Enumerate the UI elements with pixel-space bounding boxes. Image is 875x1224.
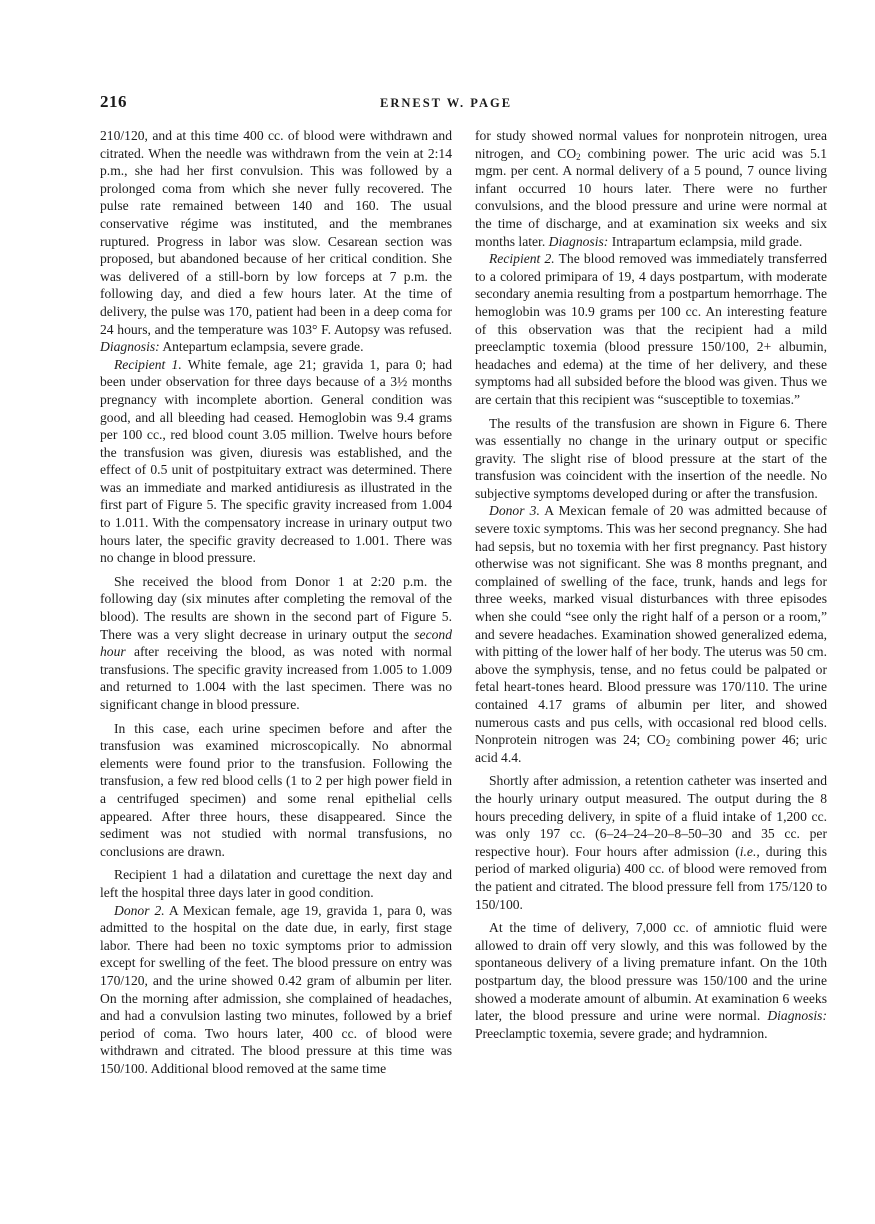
italic-text: Diagnosis: [767, 1008, 827, 1024]
running-header-author: ERNEST W. PAGE [380, 96, 513, 110]
text-run: A Mexican female, age 19, gravida 1, para 0, was admitted to the hospital on the date due, in early, first stage labor. There had been no toxic symptoms prior to admission except for swelling of the feet. The blood pressure on entry was 170/120, and the urine showed 0.42 gram of albumin per liter. On the morning after admission, she complained of headaches, and had a convulsion lasting two minutes, followed by a brief period of coma. Two hours later, 400 cc. of blood were withdrawn and citrated. The blood pressure at this time was 150/100. Additional blood removed at the same time [100, 902, 452, 1076]
paragraph [100, 127, 452, 356]
paragraph [100, 902, 452, 1078]
italic-text: Diagnosis: [548, 233, 609, 249]
italic-text: Recipient 2. [489, 251, 555, 267]
paragraph [475, 127, 827, 250]
text-run: A Mexican female of 20 was admitted because of severe toxic symptoms. This was her second pregnancy. She had had sepsis, but no toxemia with her first pregnancy. Past history otherwise was not significant. She was 8 months pregnant, and complained of swelling of the face, trunk, hands and legs for three weeks, marked visual disturbances with three episodes when she could “see only the right half of a person or a room,” and severe headaches. Examination showed generalized edema, with pitting of the lower half of her body. The uterus was 50 cm. above the symphysis, tense, and no fetus could be palpated or fetal heart-tones heard. Blood pressure was 170/110. The urine contained 4.17 grams of albumin per liter, and showed numerous casts and pus cells, with occasional red blood cells. Nonprotein nitrogen was 24; CO [475, 503, 827, 748]
italic-text: Donor 3. [489, 503, 540, 519]
text-run: during this period of marked oliguria) 400 cc. of blood were removed from the patient and citrated. The blood pressure fell from 175/120 to 150/100. [475, 843, 827, 912]
text-run: Antepartum eclampsia, severe grade. [159, 339, 364, 355]
text-run: The results of the transfusion are shown in Figure 6. There was essentially no change in the urinary output or specific gravity. The slight rise of blood pressure at the start of the transfusion was coincident with the insertion of the needle. No subjective symptoms developed during or after the transfusion. [475, 415, 827, 501]
text-run: combining power. The uric acid was 5.1 mgm. per cent. A normal delivery of a 5 pound, 7 ounce living infant occurred 10 hours later. There were no further convulsions, and the blood pressure and urine were normal at the time of discharge, and at examination six weeks and six months later. [475, 145, 827, 249]
text-run: In this case, each urine specimen before and after the transfusion was examined microscopically. No abnormal elements were found prior to the transfusion. Following the transfusion, a few red blood cells (1 to 2 per high power field in a centrifuged specimen) and some renal epithelial cells appeared. After three hours, these disappeared. Since the sediment was not studied with normal transfusions, no conclusions are drawn. [100, 720, 452, 859]
text-run: combining power 46; uric acid 4.4. [475, 732, 827, 765]
italic-text: Diagnosis: [100, 339, 160, 355]
subscript-text: 2 [665, 738, 671, 749]
text-run: She received the blood from Donor 1 at 2:20 p.m. the following day (six minutes after completing the removal of the blood). The results are shown in the second part of Figure 5. There was a very slight decrease in urinary output the [100, 573, 452, 642]
paragraph [100, 720, 452, 861]
text-run: for study showed normal values for nonprotein nitrogen, urea nitrogen, and CO [475, 128, 827, 161]
text-run: Preeclamptic toxemia, severe grade; and hydramnion. [475, 1025, 768, 1041]
text-run: At the time of delivery, 7,000 cc. of amniotic fluid were allowed to drain off very slowly, and this was followed by the spontaneous delivery of a living premature infant. On the 10th postpartum day, the blood pressure was 150/100 and the urine showed a moderate amount of albumin. At examination 6 weeks later, the blood pressure and urine were normal. [475, 920, 827, 1024]
italic-text: second hour [100, 626, 452, 660]
paragraph [475, 415, 827, 503]
text-run: The blood removed was immediately transferred to a colored primipara of 19, 4 days postpartum, with moderate secondary anemia resulting from a postpartum hemorrhage. The hemoglobin was 10.9 grams per 100 cc. An interesting feature of this observation was that the recipient had a mild preeclamptic toxemia (blood pressure 150/100, 2+ albumin, headaches and edema) at the time of her delivery, and these symptoms had all subsided before the blood was given. Thus we are certain that this recipient was “susceptible to toxemias.” [475, 251, 827, 407]
page-number: 216 [100, 92, 127, 111]
paragraph [475, 772, 827, 913]
left-column [100, 127, 452, 1077]
paragraph [100, 356, 452, 567]
text-run: Shortly after admission, a retention catheter was inserted and the hourly urinary output measured. The output during the 8 hours preceding delivery, in spite of a fluid intake of 1,200 cc. was only 197 cc. (6–24–24–20–8–50–30 and 35 cc. per respective hour). Four hours after admission ( [475, 773, 827, 859]
paragraph [475, 502, 827, 766]
subscript-text: 2 [576, 151, 581, 162]
text-run: White female, age 21; gravida 1, para 0; had been under observation for three days because of a 3½ months pregnancy with incomplete abortion. General condition was good, and all bleeding had ceased. Hemoglobin was 9.4 grams per 100 cc., red blood count 3.05 million. Twelve hours before the transfusion was given, diuresis was established, and the effect of 0.5 unit of postpituitary extract was determined. There was an immediate and marked antidiuresis as illustrated in the first part of Figure 5. The specific gravity increased from 1.004 to 1.011. With the compensatory increase in urinary output two hours later, the specific gravity decreased to 1.001. There was no change in blood pressure. [100, 356, 452, 566]
text-run: 210/120, and at this time 400 cc. of blood were withdrawn and citrated. When the needle was withdrawn from the vein at 2:14 p.m., she had her first convulsion. This was followed by a prolonged coma from which she never fully recovered. The pulse rate remained between 140 and 160. The usual conservative régime was instituted, and the membranes ruptured. Progress in labor was slow. Cesarean section was proposed, but abandoned because of her critical condition. She was delivered of a still-born by low forceps at 7 p.m. the following day, and died a few hours later. At the time of delivery, the pulse was 170, patient had been in a deep coma for 24 hours, and the temperature was 103° F. Autopsy was refused. [100, 128, 452, 337]
paragraph [475, 919, 827, 1042]
right-column [475, 127, 827, 1042]
paragraph [475, 250, 827, 408]
text-run: Intrapartum eclampsia, mild grade. [608, 233, 803, 249]
italic-text: i.e., [739, 843, 760, 859]
text-run: after receiving the blood, as was noted with normal transfusions. The specific gravity increased from 1.005 to 1.009 and returned to 1.004 with the last specimen. There was no significant change in blood pressure. [100, 644, 452, 712]
text-run: Recipient 1 had a dilatation and curettage the next day and left the hospital three days later in good condition. [100, 867, 452, 900]
italic-text: Donor 2. [114, 902, 165, 918]
italic-text: Recipient 1. [114, 356, 182, 372]
paragraph [100, 573, 452, 714]
paragraph [100, 866, 452, 901]
